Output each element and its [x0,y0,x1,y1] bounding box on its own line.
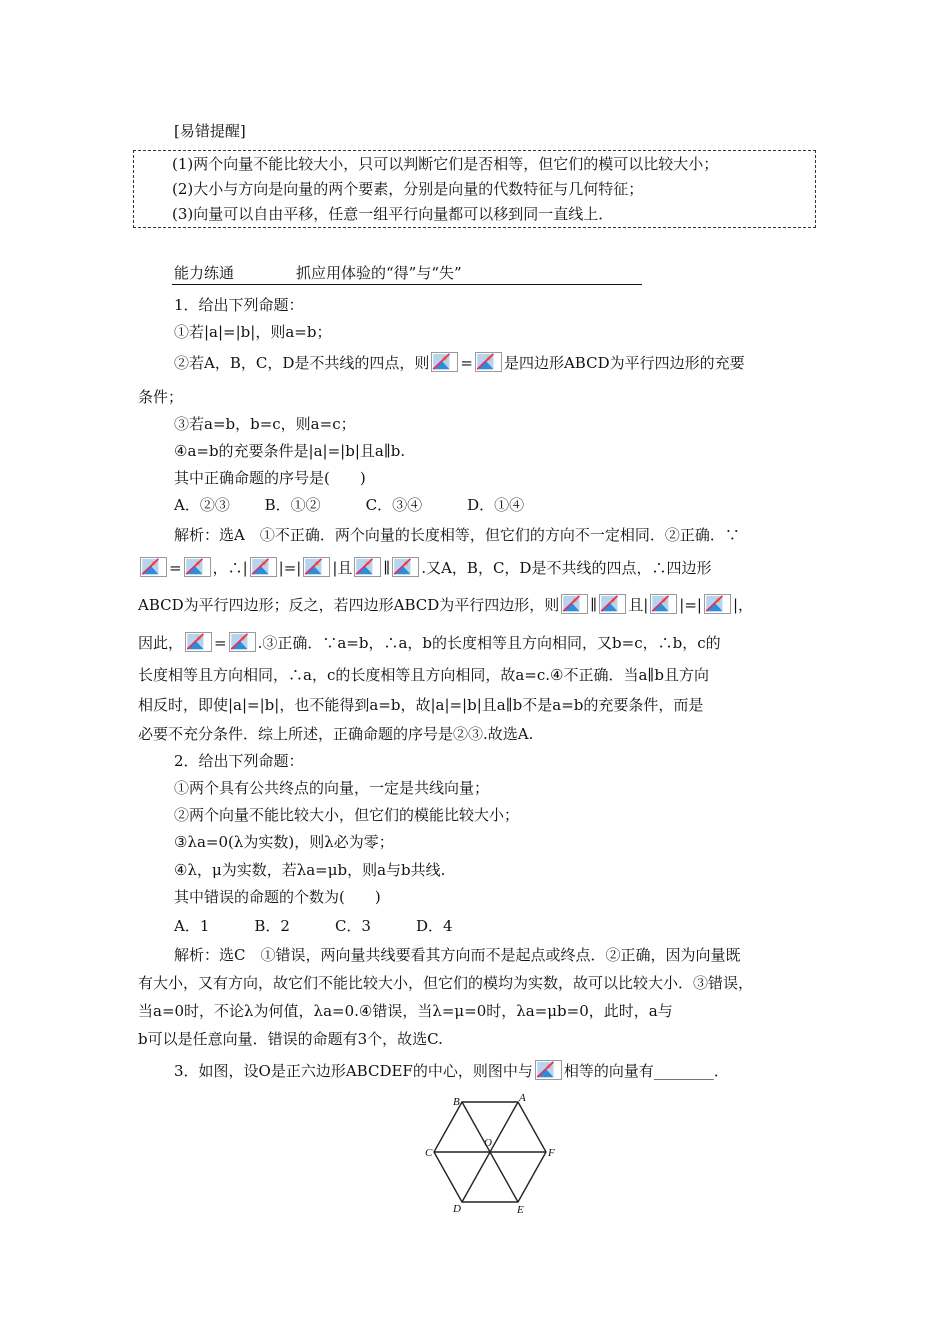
q1-solution-line-3: ABCD为平行四边形；反之，若四边形ABCD为平行四边形，则 ∥ 且| |=| |， [138,596,754,614]
vector-image-icon [303,557,330,577]
center-label-o: O [484,1137,492,1149]
vector-image-icon [229,632,256,652]
vector-image-icon [561,594,588,614]
vector-image-icon [250,557,277,577]
section-underline [172,284,642,285]
reminder-item-2: (2)大小与方向是向量的两个要素，分别是向量的代数特征与几何特征； [172,180,644,198]
q1-solution-line-1: 解析：选A ①不正确．两个向量的长度相等，但它们的方向不一定相同．②正确．∵ [174,526,740,544]
vector-image-icon [599,594,626,614]
q1-solution-line-4: 因此， = .③正确．∵a=b，∴a，b的长度相等且方向相同，又b=c，∴b，c的 [138,634,721,652]
q2-solution-line-3: 当a=0时，不论λ为何值，λa=0.④错误，当λ=μ=0时，λa=μb=0，此时，a与 [138,1002,673,1020]
q2-solution-line-2: 有大小，又有方向，故它们不能比较大小，但它们的模均为实数，故可以比较大小．③错误， [138,974,754,992]
vertex-label-a: A [519,1092,526,1104]
section-subtitle: 抓应用体验的“得”与“失” [296,264,462,282]
vector-image-icon [354,557,381,577]
q1-prop-1: ①若|a|=|b|，则a=b； [174,323,332,341]
q1-solution-line-2: = ，∴| |=| |且 ∥ .又A，B，C，D是不共线的四点，∴四边形 [138,557,711,579]
hexagon-figure [418,1090,558,1215]
vector-image-icon [392,557,419,577]
q1-prop-3: ③若a=b，b=c，则a=c； [174,415,356,433]
vector-image-icon [650,594,677,614]
q2-question: 其中错误的命题的个数为( ) [174,888,381,906]
q1-options: A．②③ B．①② C．③④ D．①④ [174,496,525,514]
q1-solution-line-5: 长度相等且方向相同，∴a，c的长度相等且方向相同，故a=c.④不正确．当a∥b且方向 [138,666,709,684]
vertex-label-c: C [425,1147,433,1159]
vector-image-icon [475,352,502,372]
q2-options: A．1 B．2 C．3 D．4 [174,917,453,935]
section-title: 能力练通 [174,264,235,282]
q1-question: 其中正确命题的序号是( ) [174,469,366,487]
q1-stem: 1．给出下列命题： [174,296,304,314]
reminder-box [133,150,816,228]
vertex-label-d: D [453,1203,461,1215]
q2-prop-1: ①两个具有公共终点的向量，一定是共线向量； [174,779,490,797]
vector-image-icon [184,557,211,577]
vector-image-icon [535,1060,562,1080]
vector-image-icon [185,632,212,652]
q1-solution-line-7: 必要不充分条件．综上所述，正确命题的序号是②③.故选A. [138,725,534,743]
q1-prop-2: ②若A，B，C，D是不共线的四点，则 = 是四边形ABCD为平行四边形的充要 [174,354,745,372]
q1-prop-4: ④a=b的充要条件是|a|=|b|且a∥b. [174,442,406,460]
q2-prop-2: ②两个向量不能比较大小，但它们的模能比较大小； [174,806,520,824]
q1-prop-2-cont: 条件； [138,388,184,406]
q2-prop-3: ③λa=0(λ为实数)，则λ必为零； [174,833,394,851]
q2-stem: 2．给出下列命题： [174,752,304,770]
vector-image-icon [704,594,731,614]
reminder-heading: [易错提醒] [174,122,246,140]
q3-stem: 3．如图，设O是正六边形ABCDEF的中心，则图中与 相等的向量有________． [174,1062,729,1080]
reminder-item-1: (1)两个向量不能比较大小，只可以判断它们是否相等，但它们的模可以比较大小； [172,155,719,173]
q2-prop-4: ④λ，μ为实数，若λa=μb，则a与b共线. [174,861,446,879]
q2-solution-line-1: 解析：选C ①错误，两向量共线要看其方向而不是起点或终点．②正确，因为向量既 [174,946,741,964]
vertex-label-e: E [517,1204,524,1215]
section-header [174,262,462,284]
reminder-item-3: (3)向量可以自由平移，任意一组平行向量都可以移到同一直线上． [172,205,614,223]
vector-image-icon [140,557,167,577]
vertex-label-f: F [548,1147,555,1159]
q2-solution-line-4: b可以是任意向量．错误的命题有3个，故选C. [138,1030,443,1048]
vector-image-icon [431,352,458,372]
vertex-label-b: B [453,1096,460,1108]
q1-solution-line-6: 相反时，即使|a|=|b|，也不能得到a=b，故|a|=|b|且a∥b不是a=b的充要条件，而是 [138,696,704,714]
